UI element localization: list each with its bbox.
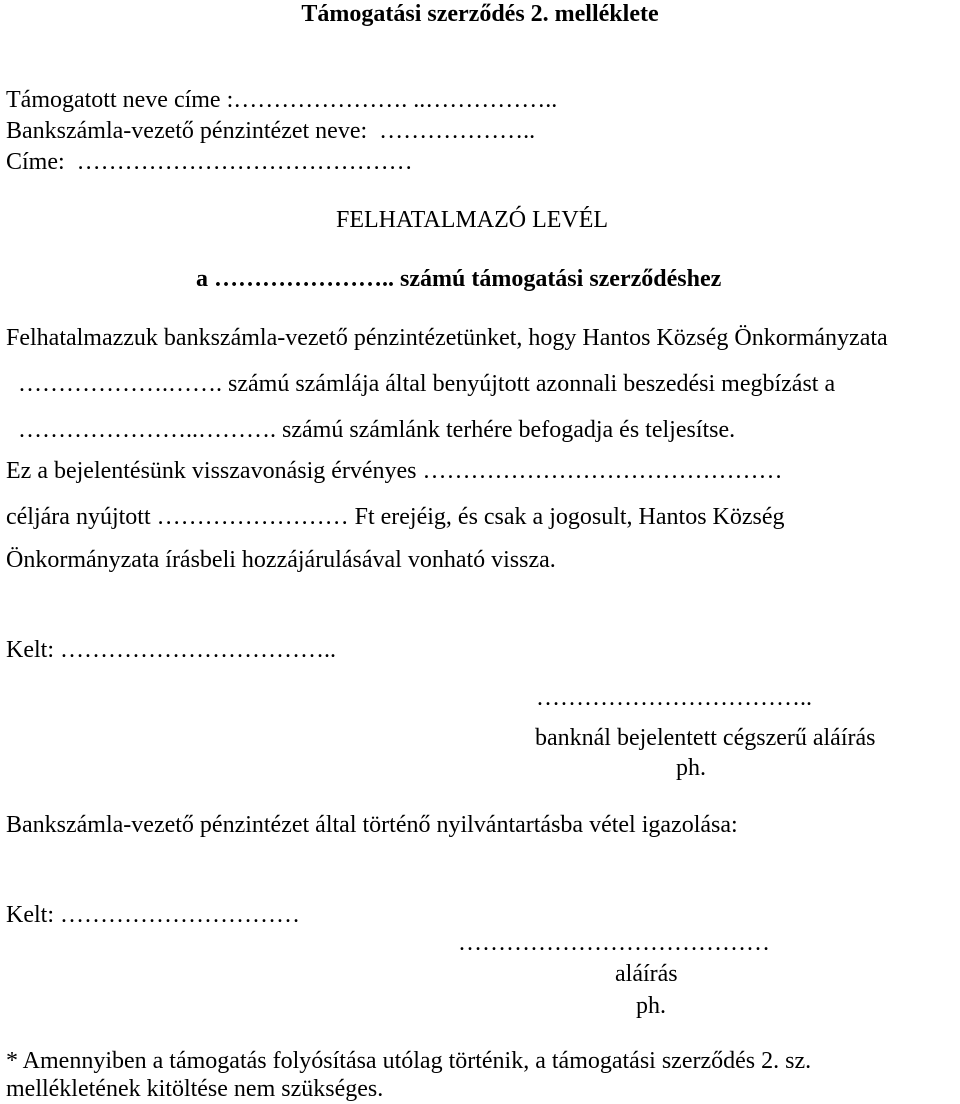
second-stamp-label: ph.: [636, 993, 666, 1019]
body-line: Felhatalmazzuk bankszámla-vezető pénzintézetünket, hogy Hantos Község Önkormányzata: [6, 325, 888, 351]
contract-reference: a ………………….. számú támogatási szerződéshez: [196, 266, 722, 292]
first-date-line: Kelt: ……………………………..: [6, 637, 336, 663]
footnote-line: mellékletének kitöltése nem szükséges.: [6, 1076, 384, 1102]
bank-name-line: Bankszámla-vezető pénzintézet neve: ………………..: [6, 118, 536, 144]
body-line: ……………….……. számú számlája által benyújtott azonnali beszedési megbízást a: [18, 371, 836, 397]
letter-title: FELHATALMAZÓ LEVÉL: [336, 207, 609, 233]
second-signature-line: …………………………………: [458, 930, 770, 956]
footnote-line: * Amennyiben a támogatás folyósítása utólag történik, a támogatási szerződés 2. sz.: [6, 1048, 812, 1074]
body-line: Ez a bejelentésünk visszavonásig érvényes ………………………………………: [6, 458, 783, 484]
first-stamp-label: ph.: [676, 755, 706, 781]
document-title: Támogatási szerződés 2. melléklete: [301, 1, 659, 27]
registration-heading: Bankszámla-vezető pénzintézet által történő nyilvántartásba vétel igazolása:: [6, 812, 738, 838]
second-signature-label: aláírás: [615, 961, 678, 987]
body-line: céljára nyújtott …………………… Ft erejéig, és csak a jogosult, Hantos Község: [6, 504, 785, 530]
second-date-line: Kelt: …………………………: [6, 902, 300, 928]
first-signature-line: ……………………………..: [536, 685, 812, 711]
body-line: …………………..………. számú számlánk terhére befogadja és teljesítse.: [18, 417, 736, 443]
first-signature-label: banknál bejelentett cégszerű aláírás: [535, 725, 876, 751]
body-line: Önkormányzata írásbeli hozzájárulásával vonható vissza.: [6, 547, 556, 573]
supported-name-line: Támogatott neve címe :…………………. ..……………..: [6, 87, 558, 113]
address-line: Címe: ……………………………………: [6, 149, 413, 175]
